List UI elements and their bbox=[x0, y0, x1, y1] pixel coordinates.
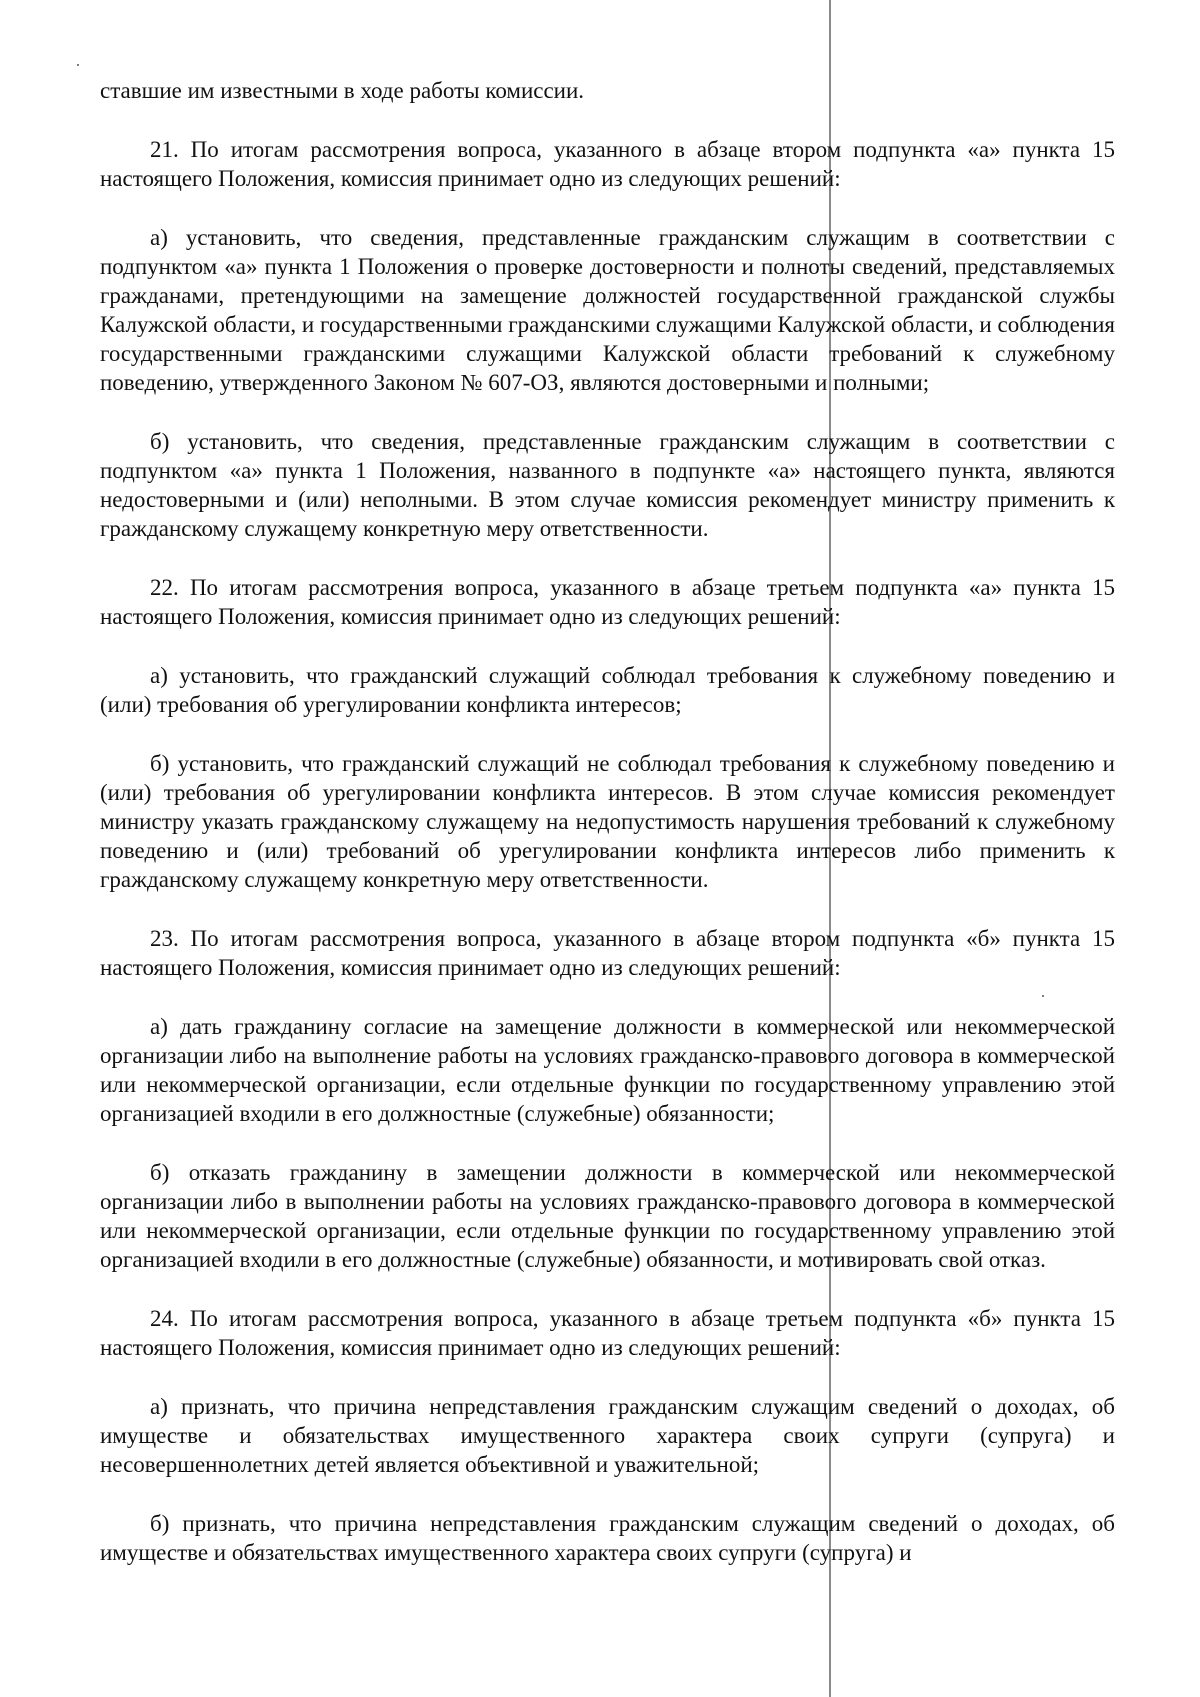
paragraph-item-24: 24. По итогам рассмотрения вопроса, указанного в абзаце третьем подпункта «б» пункта 15 настоящего Положения, комиссия принимает одно из следующих решений: bbox=[100, 1306, 1115, 1360]
paragraph-22b: б) установить, что гражданский служащий не соблюдал требования к служебному поведению и (или) требования об урегулировании конфликта интересов. В этом случае комиссия рекомендует министру указать гражданскому служащему на недопустимость нарушения требований к служебному поведению и (или) требований об урегулировании конфликта интересов либо применить к гражданскому служащему конкретную меру ответственности. bbox=[100, 751, 1115, 892]
paragraph-24a: а) признать, что причина непредставления гражданским служащим сведений о доходах, об имуществе и обязательствах имущественного характера своих супруги (супруга) и несовершеннолетних детей является объективной и уважительной; bbox=[100, 1394, 1115, 1477]
paragraph-24b: б) признать, что причина непредставления гражданским служащим сведений о доходах, об имуществе и обязательствах имущественного характера своих супруги (супруга) и bbox=[100, 1511, 1115, 1565]
document-body bbox=[100, 76, 1115, 1567]
paragraph-23b: б) отказать гражданину в замещении должности в коммерческой или некоммерческой организации либо в выполнении работы на условиях гражданско-правового договора в коммерческой или некоммерческой организации, если отдельные функции по государственному управлению этой организацией входили в его должностные (служебные) обязанности, и мотивировать свой отказ. bbox=[100, 1160, 1115, 1272]
paragraph-item-23: 23. По итогам рассмотрения вопроса, указанного в абзаце втором подпункта «б» пункта 15 настоящего Положения, комиссия принимает одно из следующих решений: bbox=[100, 926, 1115, 980]
paragraph-23a: а) дать гражданину согласие на замещение должности в коммерческой или некоммерческой организации либо на выполнение работы на условиях гражданско-правового договора в коммерческой или некоммерческой организации, если отдельные функции по государственному управлению этой организацией входили в его должностные (служебные) обязанности; bbox=[100, 1014, 1115, 1126]
paragraph-item-22: 22. По итогам рассмотрения вопроса, указанного в абзаце третьем подпункта «а» пункта 15 настоящего Положения, комиссия принимает одно из следующих решений: bbox=[100, 575, 1115, 629]
paragraph-21b: б) установить, что сведения, представленные гражданским служащим в соответствии с подпунктом «а» пункта 1 Положения, названного в подпункте «а» настоящего пункта, являются недостоверными и (или) неполными. В этом случае комиссия рекомендует министру применить к гражданскому служащему конкретную меру ответственности. bbox=[100, 429, 1115, 541]
scan-speck bbox=[77, 64, 79, 66]
paragraph-item-21: 21. По итогам рассмотрения вопроса, указанного в абзаце втором подпункта «а» пункта 15 настоящего Положения, комиссия принимает одно из следующих решений: bbox=[100, 137, 1115, 191]
paragraph-22a: а) установить, что гражданский служащий соблюдал требования к служебному поведению и (или) требования об урегулировании конфликта интересов; bbox=[100, 663, 1115, 717]
paragraph-21a: а) установить, что сведения, представленные гражданским служащим в соответствии с подпунктом «а» пункта 1 Положения о проверке достоверности и полноты сведений, представляемых гражданами, претендующими на замещение должностей государственной гражданской службы Калужской области, и государственными гражданскими служащими Калужской области, и соблюдения государственными гражданскими служащими Калужской области требований к служебному поведению, утвержденного Законом № 607-ОЗ, являются достоверными и полными; bbox=[100, 225, 1115, 395]
paragraph-continuation: ставшие им известными в ходе работы комиссии. bbox=[100, 78, 585, 103]
